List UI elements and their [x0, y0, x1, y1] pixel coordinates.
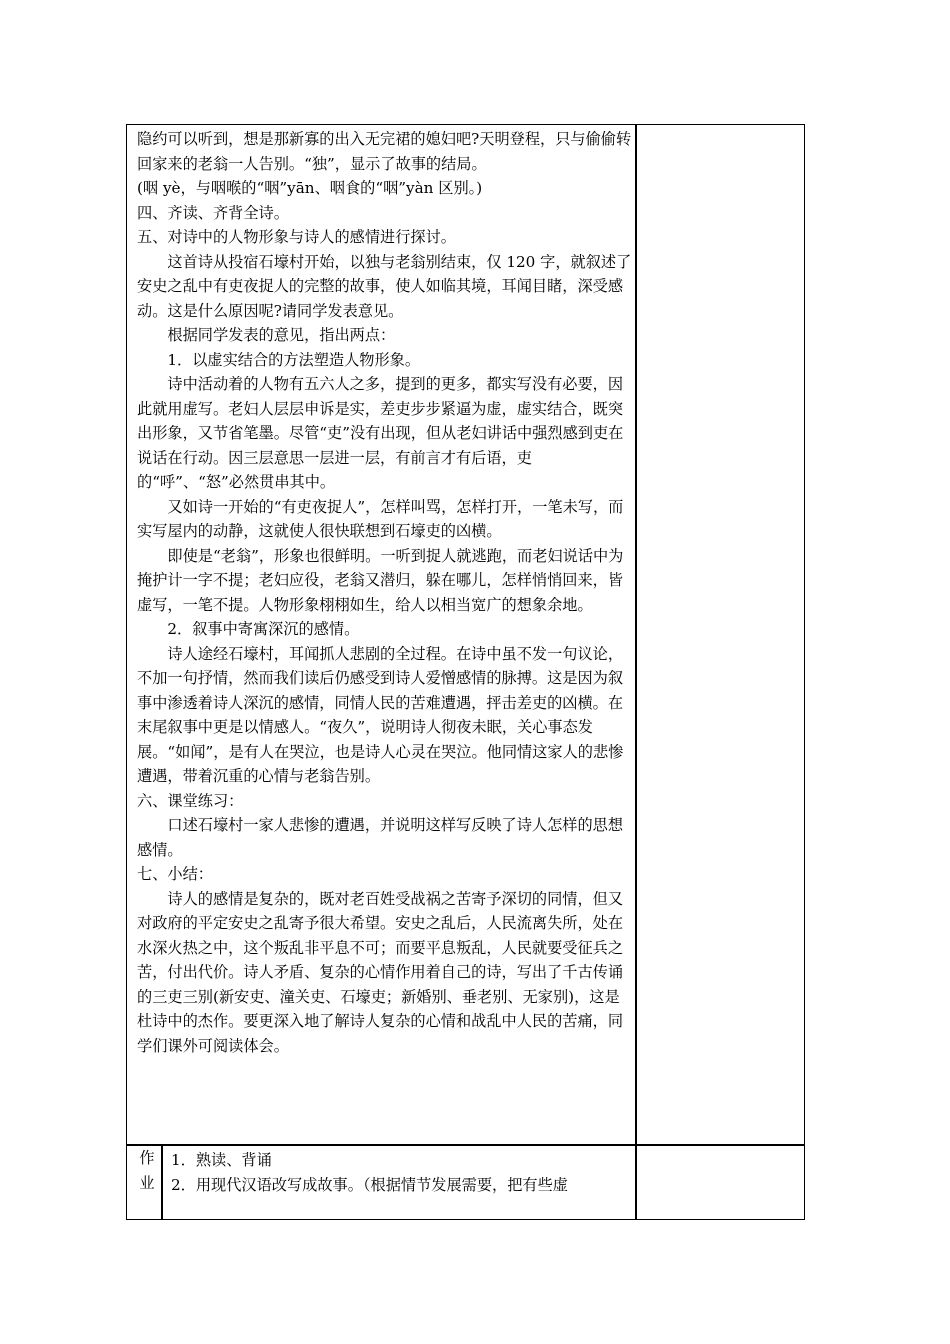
lesson-paragraph: 又如诗一开始的“有吏夜捉人”，怎样叫骂，怎样打开，一笔未写，而实写屋内的动静，这就使人很快联想到石壕吏的凶横。 [137, 497, 624, 540]
lesson-paragraph: 诗人的感情是复杂的，既对老百姓受战祸之苦寄予深切的同情，但又对政府的平定安史之乱寄予很大希望。安史之乱后，人民流离失所，处在水深火热之中，这个叛乱非平息不可；而要平息叛乱，人民就要受征兵之苦，付出代价。诗人矛盾、复杂的心情作用着自己的诗，写出了千古传诵的三吏三别(新安吏、潼关吏、石壕吏；新婚别、垂老别、无家别)，这是杜诗中的杰作。要更深入地了解诗人复杂的心情和战乱中人民的苦痛，同学们课外可阅读体会。 [137, 889, 624, 1055]
lesson-paragraph: 口述石壕村一家人悲惨的遭遇，并说明这样写反映了诗人怎样的思想感情。 [137, 816, 624, 859]
lesson-paragraph: 六、课堂练习： [137, 791, 244, 810]
lesson-paragraph: 2．叙事中寄寓深沉的感情。 [167, 620, 360, 638]
lesson-paragraph: 隐约可以听到，想是那新寡的出入无完裙的媳妇吧?天明登程，只与偷偷转回家来的老翁一人告别。“独”，显示了故事的结局。 [137, 130, 632, 173]
lesson-paragraph: 根据同学发表的意见，指出两点： [167, 326, 396, 344]
lesson-paragraph: 四、齐读、齐背全诗。 [137, 203, 289, 222]
homework-label [135, 1146, 159, 1196]
lesson-paragraph: 诗人途经石壕村，耳闻抓人悲剧的全过程。在诗中虽不发一句议论，不加一句抒情，然而我们读后仍感受到诗人爱憎感情的脉搏。这是因为叙事中渗透着诗人深沉的感情，同情人民的苦难遭遇，抨击差吏的凶横。在末尾叙事中更是以情感人。“夜久”，说明诗人彻夜未眠，关心事态发展。“如闻”，是有人在哭泣，也是诗人心灵在哭泣。他同情这家人的悲惨遭遇，带着沉重的心情与老翁告别。 [137, 644, 624, 785]
homework-content [171, 1148, 633, 1198]
lesson-paragraph: 五、对诗中的人物形象与诗人的感情进行探讨。 [137, 228, 456, 246]
lesson-paragraph: (咽 yè，与咽喉的“咽”yān、咽食的“咽”yàn 区别。) [137, 179, 483, 197]
lesson-paragraph: 诗中活动着的人物有五六人之多，提到的更多，都实写没有必要，因此就用虚写。老妇人层层申诉是实，差吏步步紧逼为虚，虚实结合，既突出形象，又节省笔墨。尽管“吏”没有出现，但从老妇讲话中强烈感到吏在说话在行动。因三层意思一层进一层，有前言才有后语，吏的“呼”、“怒”必然贯串其中。 [137, 375, 624, 491]
homework-notes-cell [637, 1146, 804, 1219]
notes-cell [637, 125, 804, 1144]
homework-label-divider [161, 1144, 163, 1219]
lesson-paragraph: 这首诗从投宿石壕村开始，以独与老翁别结束，仅 120 字，就叙述了安史之乱中有吏夜捉人的完整的故事，使人如临其境，耳闻目睹，深受感动。这是什么原因呢?请同学发表意见。 [137, 252, 632, 320]
lesson-content-cell [137, 127, 633, 1058]
lesson-paragraph: 即使是“老翁”，形象也很鲜明。一听到捉人就逃跑，而老妇说话中为掩护计一字不提；老妇应役，老翁又潜归，躲在哪儿，怎样悄悄回来，皆虚写，一笔不提。人物形象栩栩如生，给人以相当宽广的想象余地。 [137, 546, 624, 614]
homework-label-char-1: 作 [139, 1149, 155, 1167]
homework-label-char-2: 业 [139, 1174, 155, 1192]
homework-item-2: 2．用现代汉语改写成故事。（根据情节发展需要，把有些虚 [171, 1176, 568, 1194]
lesson-table [126, 124, 805, 1220]
lesson-paragraph: 七、小结： [137, 865, 213, 883]
homework-item-1: 1．熟读、背诵 [171, 1151, 272, 1169]
lesson-paragraph: 1．以虚实结合的方法塑造人物形象。 [167, 350, 421, 369]
